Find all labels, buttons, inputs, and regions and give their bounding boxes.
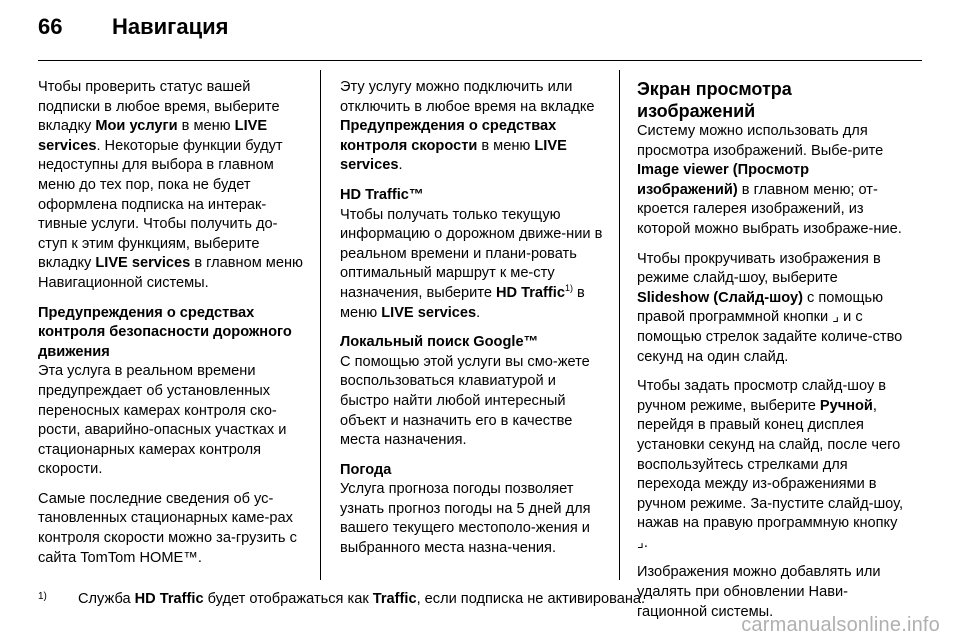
paragraph-add-remove-images: Изображения можно добавлять или удалять при обновлении Нави-гационной системы.: [637, 564, 881, 620]
heading-image-viewer: Экран просмотра изображений: [637, 79, 792, 121]
menu-term-my-services: Мои услуги: [95, 118, 178, 135]
menu-term-traffic: Traffic: [372, 591, 417, 607]
menu-term-live-services: LIVE services: [340, 137, 567, 174]
header-divider: [38, 60, 922, 61]
paragraph-safety-alerts: Эта услуга в реальном времени предупреждает об установленных переносных камерах контроля ско-рости, аварийно-опасных участках и стационарных камерах контроля скорости.: [38, 363, 287, 478]
text: , если подписка не активирована.: [416, 591, 646, 607]
menu-term-slideshow: Slideshow (Слайд-шоу): [637, 289, 803, 306]
text: Чтобы задать просмотр слайд-шоу в ручном режиме, выберите: [637, 378, 887, 414]
menu-term-speed-alerts: Предупреждения о средствах контроля скорости: [340, 118, 557, 154]
text: в меню: [477, 137, 535, 154]
menu-term-hd-traffic: HD Traffic: [496, 284, 565, 301]
text: Чтобы получать только текущую информацию о дорожном движе-нии в реальном времени и плани-ровать оптимальный маршрут к ме-сту назначения, выберите: [340, 206, 603, 301]
column-divider-1: [320, 70, 321, 580]
footnote-mark: 1): [38, 591, 47, 602]
footnote-reference: 1): [564, 283, 573, 294]
text: с помощью правой программной кнопки ⌟ и с помощью стрелок задайте количе-ство секунд на один слайд.: [637, 289, 903, 365]
paragraph-subscription-status: [38, 78, 306, 294]
text: Чтобы проверить статус вашей подписки в любое время, выберите вкладку: [38, 79, 280, 135]
column-divider-2: [619, 70, 620, 580]
text: Чтобы прокручивать изображения в режиме слайд-шоу, выберите: [637, 250, 881, 287]
watermark: carmanualsonline.info: [741, 614, 940, 636]
text: , перейдя в правый конец дисплея установки секунд на слайд, после чего воспользуйтесь стрелками для перехода между из-ображениями в ручном режиме. За-пустите слайд-шоу, нажав на правую программную кнопку ⌟.: [637, 397, 904, 551]
paragraph-slideshow: [637, 250, 909, 368]
text: Эту услугу можно подключить или отключить в любое время на вкладке: [340, 79, 595, 115]
heading-weather: Погода: [340, 461, 392, 478]
heading-safety-alerts: Предупреждения о средствах контроля безопасности дорожного движения: [38, 304, 292, 360]
text: .: [476, 304, 481, 321]
text: в главном меню; от-кроется галерея изображений, из которой можно выбрать изображе-ние.: [637, 181, 902, 237]
paragraph-hd-traffic: [340, 206, 608, 324]
paragraph-weather: Услуга прогноза погоды позволяет узнать прогноз погоды на 5 дней для вашего текущего местополо-жения и выбранного места назна-чения.: [340, 481, 591, 557]
text: Служба: [78, 591, 135, 607]
text: .: [398, 157, 403, 174]
paragraph-speed-camera-download: Самые последние сведения об ус-тановленных стационарных каме-рах контроля скорости можно за-грузить с сайта TomTom HOME™.: [38, 490, 297, 566]
menu-term-hd-traffic: HD Traffic: [134, 591, 204, 607]
column-3: [637, 78, 909, 632]
paragraph-image-viewer: [637, 122, 909, 240]
text: . Некоторые функции будут недоступны для выбора в главном меню до тех пор, пока не будет оформлена подписка на интерак-тивные услуги. Чтобы получить до-ступ к этим функциям, выберите вкладку: [38, 137, 283, 272]
page-header: [38, 14, 922, 54]
footnote-text: [78, 590, 645, 609]
page-number: 66: [38, 14, 63, 39]
text: в меню: [177, 118, 235, 135]
heading-hd-traffic: HD Traffic™: [340, 186, 424, 203]
menu-term-live-services: LIVE services: [38, 118, 268, 154]
column-2: [340, 78, 608, 569]
menu-term-manual: Ручной: [819, 397, 873, 414]
paragraph-toggle-service: [340, 78, 608, 176]
menu-term-live-services: LIVE services: [381, 304, 477, 321]
section-title: Навигация: [112, 14, 229, 39]
paragraph-google-search: С помощью этой услуги вы смо-жете воспользоваться клавиатурой и быстро найти любой интересный объект и назначить его в качестве места назначения.: [340, 353, 590, 449]
heading-google-search: Локальный поиск Google™: [340, 334, 539, 351]
text: в меню: [340, 284, 585, 321]
menu-term-live-services: LIVE services: [95, 255, 191, 272]
text: будет отображаться как: [203, 591, 373, 607]
column-1: [38, 78, 306, 578]
menu-term-image-viewer: Image viewer (Просмотр изображений): [637, 162, 810, 198]
text: Систему можно использовать для просмотра изображений. Выбе-рите: [637, 123, 884, 159]
text: в главном меню Навигационной системы.: [38, 255, 303, 291]
paragraph-manual-slideshow: [637, 377, 909, 553]
